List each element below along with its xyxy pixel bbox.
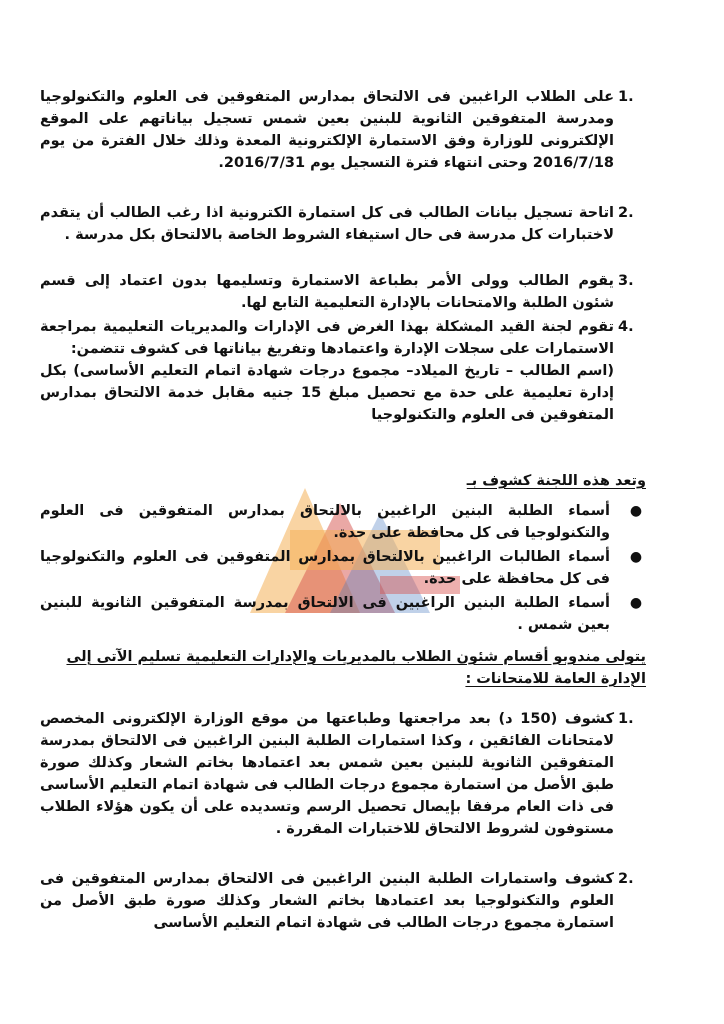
bullet-text: أسماء الطلبة البنين الراغبين بالالتحاق بمدارس المتفوقين فى العلوم والتكنولوجيا فى كل محافظة على حدة.: [40, 503, 610, 541]
item-extra-text: (اسم الطالب – تاريخ الميلاد– مجموع درجات شهادة اتمام التعليم الأساسى) بكل إدارة تعليمية على حدة مع تحصيل مبلغ 15 جنيه مقابل خدمة الالتحاق بمدارس المتفوقين فى العلوم والتكنولوجيا: [40, 363, 614, 423]
item-number: .2: [618, 205, 634, 221]
heading-text: يتولى مندوبو أقسام شئون الطلاب بالمديريات والإدارات التعليمية تسليم الآتى إلى الإدارة العامة للامتحانات :: [66, 649, 646, 687]
numbered-item-4: [40, 316, 646, 426]
item-number: .1: [618, 89, 634, 105]
item-number: .4: [618, 319, 634, 335]
numbered-item-2: [40, 202, 646, 246]
bullet-item-1: [40, 500, 646, 544]
bullet-icon: ●: [629, 503, 643, 519]
section-heading-delivery: [40, 646, 646, 690]
delivery-item-1: [40, 708, 646, 840]
numbered-item-1: [40, 86, 646, 174]
item-number: .2: [618, 871, 634, 887]
numbered-item-3: [40, 270, 646, 314]
bullet-item-3: [40, 592, 646, 636]
heading-text: وتعد هذه اللجنة كشوف بـ: [466, 473, 646, 489]
bullet-text: أسماء الطالبات الراغبين بالالتحاق بمدارس المتفوقين فى العلوم والتكنولوجيا فى كل محافظة على حدة.: [40, 549, 610, 587]
item-number: .3: [618, 273, 634, 289]
bullet-text: أسماء الطلبة البنين الراغبين فى الالتحاق بمدرسة المتفوقين الثانوية للبنين بعين شمس .: [40, 595, 610, 633]
item-text: يقوم الطالب وولى الأمر بطباعة الاستمارة وتسليمها بدون اعتماد إلى قسم شئون الطلبة والامتحانات بالإدارة التعليمية التابع لها.: [40, 273, 614, 311]
section-heading-lists: [40, 470, 646, 492]
item-text: تقوم لجنة القيد المشكلة بهذا الغرض فى الإدارات والمديريات التعليمية بمراجعة الاستمارات على سجلات الإدارة واعتمادها وتفريغ بياناتها فى كشوف تتضمن:: [40, 319, 614, 357]
bullet-icon: ●: [629, 595, 643, 611]
item-text: على الطلاب الراغبين فى الالتحاق بمدارس المتفوقين فى العلوم والتكنولوجيا ومدرسة المتفوقين الثانوية للبنين بعين شمس تسجيل بياناتهم على الموقع الإلكترونى للوزارة وفق الاستمارة الإلكترونية المعدة وذلك خلال الفترة من يوم 2016/7/18 وحتى انتهاء فترة التسجيل يوم 2016/7/31.: [40, 89, 614, 171]
item-number: .1: [618, 711, 634, 727]
item-text: اتاحة تسجيل بيانات الطالب فى كل استمارة الكترونية اذا رغب الطالب أن يتقدم لاختبارات كل مدرسة فى حال استيفاء الشروط الخاصة بالالتحاق بكل مدرسة .: [40, 205, 614, 243]
item-text: كشوف (150 د) بعد مراجعتها وطباعتها من موقع الوزارة الإلكترونى المخصص لامتحانات الفائقين ، وكذا استمارات الطلبة البنين الراغبين فى الالتحاق بمدرسة المتفوقين الثانوية للبنين بعين شمس بعد اعتمادها بخاتم الشعار وكذلك صورة طبق الأصل من استمارة مجموع درجات الطالب فى شهادة اتمام التعليم الأساسى فى ذات العام مرفقا بإيصال تحصيل الرسم وتسديده على أن يكون هؤلاء الطلاب مستوفون لشروط الالتحاق للاختبارات المقررة .: [40, 711, 614, 837]
bullet-icon: ●: [629, 549, 643, 565]
item-text: كشوف واستمارات الطلبة البنين الراغبين فى الالتحاق بمدارس المتفوقين فى العلوم والتكنولوجيا بعد اعتمادها بخاتم الشعار وكذلك صورة طبق الأصل من استمارة مجموع درجات الطالب فى شهادة اتمام التعليم الأساسى: [40, 871, 614, 931]
delivery-item-2: [40, 868, 646, 934]
bullet-item-2: [40, 546, 646, 590]
